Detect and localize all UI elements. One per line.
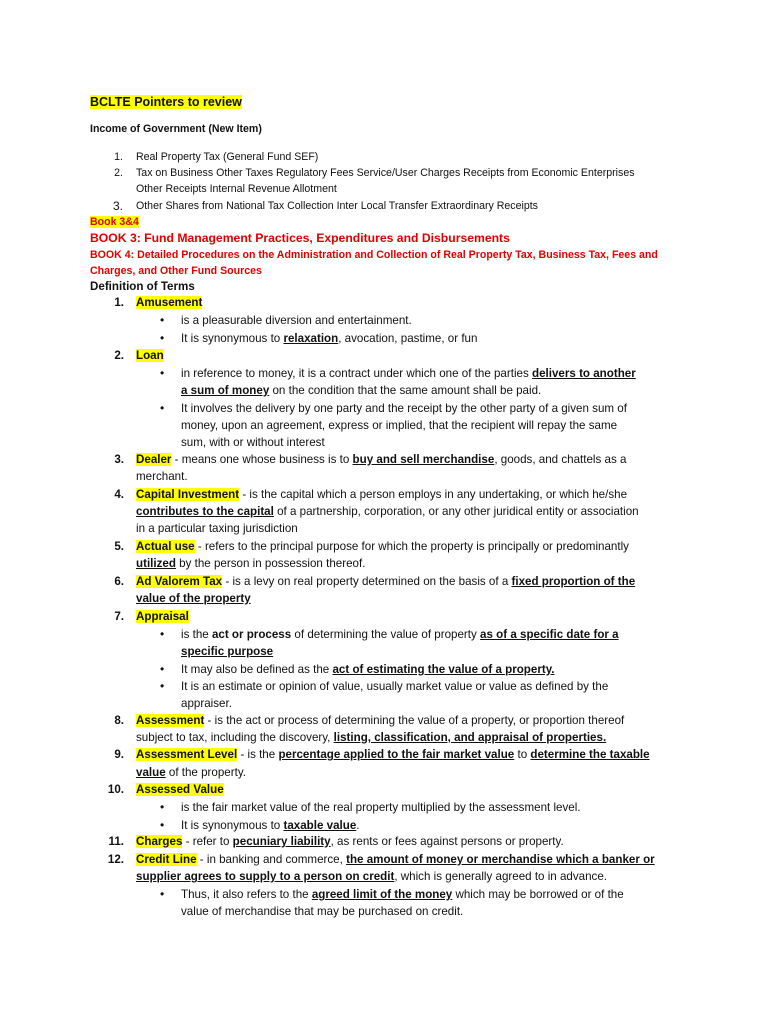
list-number: 11. bbox=[108, 835, 124, 848]
definition-text: subject to tax, including the discovery, listing, classification, and appraisal of properties. bbox=[136, 731, 607, 744]
definition-text: It involves the delivery by one party and the receipt by the other party of a given sum of bbox=[181, 402, 627, 415]
bullet: • bbox=[160, 313, 165, 327]
list-number: 3. bbox=[112, 199, 123, 213]
bullet: • bbox=[160, 679, 165, 693]
term-loan: Loan bbox=[136, 349, 164, 362]
definition-text: appraiser. bbox=[181, 697, 232, 710]
bullet: • bbox=[160, 818, 165, 832]
definition-text: It is synonymous to taxable value. bbox=[181, 819, 360, 832]
term-amusement: Amusement bbox=[136, 296, 203, 309]
bullet: • bbox=[160, 800, 165, 814]
definition-text: Thus, it also refers to the agreed limit of the money which may be borrowed or of the bbox=[181, 888, 624, 901]
definition-text: merchant. bbox=[136, 470, 188, 483]
definition-text: contributes to the capital of a partnership, corporation, or any other juridical entity or association bbox=[136, 505, 639, 518]
definition-text: utilized by the person in possession thereof. bbox=[136, 557, 366, 570]
definition-text: value of the property. bbox=[136, 766, 246, 779]
definition-text: specific purpose bbox=[181, 645, 274, 658]
definition-text: Ad Valorem Tax - is a levy on real property determined on the basis of a fixed proportion of the bbox=[136, 575, 636, 588]
definition-text: is a pleasurable diversion and entertainment. bbox=[181, 314, 412, 327]
list-number: 4. bbox=[114, 488, 124, 501]
list-number: 5. bbox=[114, 540, 124, 553]
list-number: 7. bbox=[114, 610, 124, 623]
definition-text: sum, with or without interest bbox=[181, 436, 325, 449]
list-number: 9. bbox=[114, 748, 124, 761]
list-number: 2. bbox=[114, 349, 124, 362]
definition-text: Capital Investment - is the capital which a person employs in any undertaking, or which he/she bbox=[136, 488, 628, 501]
book-3-heading: BOOK 3: Fund Management Practices, Expenditures and Disbursements bbox=[90, 231, 510, 245]
definition-text: Credit Line - in banking and commerce, the amount of money or merchandise which a banker or bbox=[136, 853, 655, 866]
definition-text: Actual use - refers to the principal purpose for which the property is principally or predominantly bbox=[136, 540, 629, 553]
list-number: 2. bbox=[114, 167, 123, 179]
definition-text: It may also be defined as the act of estimating the value of a property. bbox=[181, 663, 555, 676]
list-number: 1. bbox=[114, 151, 123, 163]
list-number: 8. bbox=[114, 714, 124, 727]
definitions-heading: Definition of Terms bbox=[90, 280, 195, 293]
term-assessed-value: Assessed Value bbox=[136, 783, 224, 796]
definition-text: in reference to money, it is a contract under which one of the parties delivers to another bbox=[181, 367, 636, 380]
bullet: • bbox=[160, 887, 165, 901]
definition-text: Dealer - means one whose business is to buy and sell merchandise, goods, and chattels as a bbox=[136, 453, 627, 466]
list-number: 10. bbox=[107, 783, 124, 796]
definition-text: is the act or process of determining the value of property as of a specific date for a bbox=[181, 628, 619, 641]
definition-text: Charges - refer to pecuniary liability, as rents or fees against persons or property. bbox=[136, 835, 564, 848]
income-item: Real Property Tax (General Fund SEF) bbox=[136, 151, 319, 163]
definition-text: Assessment - is the act or process of determining the value of a property, or proportion thereof bbox=[136, 714, 625, 727]
list-number: 1. bbox=[114, 296, 124, 309]
bullet: • bbox=[160, 331, 165, 345]
income-item: Other Shares from National Tax Collection Inter Local Transfer Extraordinary Receipts bbox=[136, 200, 538, 212]
term-appraisal: Appraisal bbox=[136, 610, 189, 623]
book-4-heading-continued: Charges, and Other Fund Sources bbox=[90, 265, 262, 277]
definition-text: value of the property bbox=[136, 592, 251, 605]
book-label: Book 3&4 bbox=[90, 216, 139, 228]
income-item-continued: Other Receipts Internal Revenue Allotment bbox=[136, 183, 337, 195]
definition-text: It is synonymous to relaxation, avocation, pastime, or fun bbox=[181, 332, 478, 345]
definition-text: Assessment Level - is the percentage applied to the fair market value to determine the taxable bbox=[136, 748, 650, 761]
definition-text: a sum of money on the condition that the same amount shall be paid. bbox=[181, 384, 542, 397]
list-number: 12. bbox=[107, 853, 124, 866]
bullet: • bbox=[160, 662, 165, 676]
list-number: 6. bbox=[114, 575, 124, 588]
document-title: BCLTE Pointers to review bbox=[90, 95, 242, 109]
list-number: 3. bbox=[114, 453, 124, 466]
bullet: • bbox=[160, 366, 165, 380]
bullet: • bbox=[160, 401, 165, 415]
bullet: • bbox=[160, 627, 165, 641]
book-4-heading: BOOK 4: Detailed Procedures on the Administration and Collection of Real Property Tax, Business Tax, Fees and bbox=[90, 249, 658, 261]
definition-text: It is an estimate or opinion of value, usually market value or value as defined by the bbox=[181, 680, 609, 693]
definition-text: in a particular taxing jurisdiction bbox=[136, 522, 298, 535]
income-heading: Income of Government (New Item) bbox=[90, 123, 262, 135]
definition-text: value of merchandise that may be purchased on credit. bbox=[181, 905, 464, 918]
definition-text: money, upon an agreement, express or implied, that the recipient will repay the same bbox=[181, 419, 618, 432]
definition-text: is the fair market value of the real property multiplied by the assessment level. bbox=[181, 801, 581, 814]
definition-text: supplier agrees to supply to a person on credit, which is generally agreed to in advance. bbox=[136, 870, 608, 883]
income-item: Tax on Business Other Taxes Regulatory Fees Service/User Charges Receipts from Economic Enterprises bbox=[136, 167, 635, 179]
